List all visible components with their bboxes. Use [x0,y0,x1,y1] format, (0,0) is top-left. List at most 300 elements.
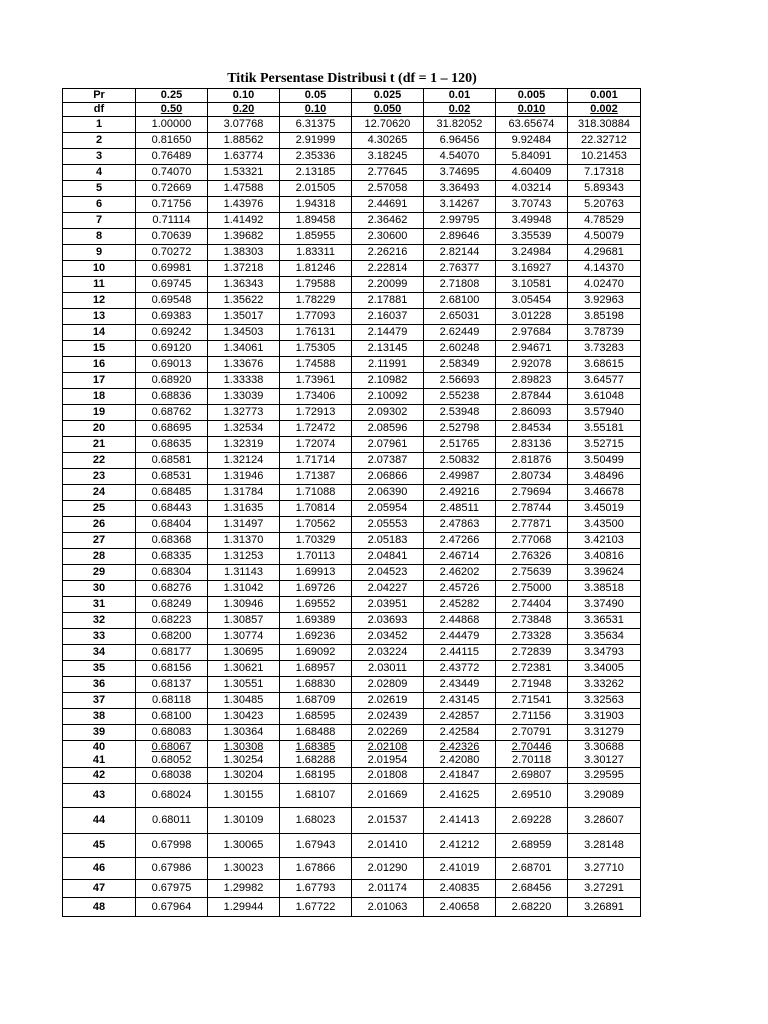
value-cell: 1.69389 [280,613,352,629]
df-cell: 35 [63,661,136,677]
value-cell: 2.92078 [496,357,568,373]
value-cell: 1.72074 [280,437,352,453]
df-cell: 46 [63,858,136,880]
value-cell: 2.78744 [496,501,568,517]
value-cell: 2.09302 [352,405,424,421]
value-cell: 0.68635 [136,437,208,453]
value-cell: 2.35336 [280,149,352,165]
value-cell: 9.92484 [496,133,568,149]
value-cell: 4.14370 [568,261,641,277]
value-cell-pair [424,741,496,768]
value-cell: 3.33262 [568,677,641,693]
header-one-tail: 0.025 [352,89,424,103]
value-cell: 2.71808 [424,277,496,293]
header-two-tail: 0.20 [208,103,280,117]
value-cell: 2.44868 [424,613,496,629]
value-cell: 6.96456 [424,133,496,149]
value-cell: 2.77645 [352,165,424,181]
value-cell: 1.71387 [280,469,352,485]
value-cell: 3.10581 [496,277,568,293]
value-cell: 2.53948 [424,405,496,421]
table-row [63,149,641,165]
value-cell: 2.03011 [352,661,424,677]
value-cell: 3.50499 [568,453,641,469]
value-cell: 2.02108 [367,741,408,753]
value-cell: 0.67975 [136,880,208,898]
value-cell: 2.41847 [424,768,496,784]
value-cell: 2.42326 [439,741,480,753]
value-cell: 1.70814 [280,501,352,517]
df-cell: 7 [63,213,136,229]
value-cell: 2.03951 [352,597,424,613]
value-cell: 3.27291 [568,880,641,898]
value-cell: 3.37490 [568,597,641,613]
value-cell: 2.43772 [424,661,496,677]
value-cell: 0.68137 [136,677,208,693]
value-cell: 2.07961 [352,437,424,453]
table-row [63,661,641,677]
value-cell: 1.69092 [280,645,352,661]
value-cell: 1.34503 [208,325,280,341]
value-cell: 7.17318 [568,165,641,181]
df-cell: 40 [92,741,106,753]
value-cell: 4.02470 [568,277,641,293]
value-cell: 2.75639 [496,565,568,581]
table-row [63,357,641,373]
value-cell: 0.70272 [136,245,208,261]
table-row [63,325,641,341]
value-cell: 2.01669 [352,784,424,808]
value-cell: 0.68368 [136,533,208,549]
table-row [63,165,641,181]
header-one-tail: 0.10 [208,89,280,103]
value-cell: 1.43976 [208,197,280,213]
value-cell: 2.69228 [496,808,568,834]
table-row [63,293,641,309]
value-cell: 1.67793 [280,880,352,898]
value-cell: 2.73328 [496,629,568,645]
df-cell: 44 [63,808,136,834]
value-cell: 1.31042 [208,581,280,597]
table-row [63,808,641,834]
value-cell: 3.26891 [568,898,641,917]
value-cell: 1.78229 [280,293,352,309]
value-cell: 1.30023 [208,858,280,880]
value-cell: 2.05183 [352,533,424,549]
table-row [63,693,641,709]
table-row [63,549,641,565]
value-cell: 2.08596 [352,421,424,437]
value-cell: 0.71114 [136,213,208,229]
value-cell: 1.30551 [208,677,280,693]
value-cell: 0.68404 [136,517,208,533]
value-cell: 3.32563 [568,693,641,709]
value-cell: 1.33676 [208,357,280,373]
value-cell: 1.47588 [208,181,280,197]
value-cell: 2.20099 [352,277,424,293]
table-row [63,741,641,768]
value-cell: 2.46202 [424,565,496,581]
value-cell: 1.00000 [136,117,208,133]
value-cell: 4.60409 [496,165,568,181]
value-cell: 1.72472 [280,421,352,437]
value-cell: 3.40816 [568,549,641,565]
table-row [63,437,641,453]
value-cell: 1.73961 [280,373,352,389]
value-cell: 2.04227 [352,581,424,597]
value-cell: 1.94318 [280,197,352,213]
value-cell: 5.84091 [496,149,568,165]
value-cell: 12.70620 [352,117,424,133]
value-cell: 1.88562 [208,133,280,149]
value-cell: 2.41019 [424,858,496,880]
value-cell: 4.30265 [352,133,424,149]
value-cell: 1.75305 [280,341,352,357]
value-cell: 2.69807 [496,768,568,784]
value-cell: 0.68920 [136,373,208,389]
value-cell: 31.82052 [424,117,496,133]
value-cell: 2.06390 [352,485,424,501]
value-cell: 1.85955 [280,229,352,245]
value-cell: 1.30364 [208,725,280,741]
value-cell: 0.68100 [136,709,208,725]
value-cell: 2.73848 [496,613,568,629]
value-cell: 1.35017 [208,309,280,325]
df-cell: 11 [63,277,136,293]
df-cell: 21 [63,437,136,453]
value-cell: 1.68830 [280,677,352,693]
value-cell: 2.02269 [352,725,424,741]
value-cell: 3.64577 [568,373,641,389]
value-cell: 2.40658 [424,898,496,917]
value-cell: 2.02809 [352,677,424,693]
value-cell: 2.05954 [352,501,424,517]
value-cell: 1.39682 [208,229,280,245]
df-cell: 2 [63,133,136,149]
value-cell: 3.74695 [424,165,496,181]
value-cell-pair [496,741,568,768]
value-cell: 2.40835 [424,880,496,898]
value-cell: 0.68052 [151,754,192,766]
value-cell: 2.60248 [424,341,496,357]
value-cell: 0.68177 [136,645,208,661]
value-cell: 3.45019 [568,501,641,517]
value-cell: 2.72839 [496,645,568,661]
value-cell: 1.30204 [208,768,280,784]
value-cell: 0.68762 [136,405,208,421]
value-cell: 3.43500 [568,517,641,533]
df-cell: 5 [63,181,136,197]
value-cell: 4.29681 [568,245,641,261]
value-cell: 1.34061 [208,341,280,357]
value-cell: 1.63774 [208,149,280,165]
value-cell: 2.13185 [280,165,352,181]
value-cell: 2.47863 [424,517,496,533]
value-cell: 4.50079 [568,229,641,245]
value-cell: 2.13145 [352,341,424,357]
value-cell: 1.30308 [223,741,264,753]
value-cell: 0.72669 [136,181,208,197]
value-cell: 2.42584 [424,725,496,741]
header-one-tail: 0.005 [496,89,568,103]
value-cell: 1.30065 [208,834,280,858]
value-cell: 2.76377 [424,261,496,277]
value-cell: 0.67986 [136,858,208,880]
df-cell: 1 [63,117,136,133]
value-cell: 1.72913 [280,405,352,421]
table-row [63,309,641,325]
value-cell: 3.35539 [496,229,568,245]
df-cell: 9 [63,245,136,261]
df-cell: 38 [63,709,136,725]
header-two-tail: 0.50 [136,103,208,117]
value-cell: 1.68595 [280,709,352,725]
value-cell: 1.69913 [280,565,352,581]
value-cell: 1.31143 [208,565,280,581]
df-cell: 31 [63,597,136,613]
value-cell: 1.31370 [208,533,280,549]
df-cell: 19 [63,405,136,421]
value-cell: 0.68335 [136,549,208,565]
value-cell: 0.68156 [136,661,208,677]
value-cell: 1.74588 [280,357,352,373]
value-cell: 1.36343 [208,277,280,293]
table-row [63,677,641,693]
value-cell: 2.43449 [424,677,496,693]
table-row [63,341,641,357]
header-two-tail: 0.10 [280,103,352,117]
df-cell: 12 [63,293,136,309]
value-cell: 2.45282 [424,597,496,613]
df-cell: 42 [63,768,136,784]
value-cell: 1.70562 [280,517,352,533]
value-cell: 2.82144 [424,245,496,261]
value-cell: 3.73283 [568,341,641,357]
value-cell: 0.68249 [136,597,208,613]
df-cell: 20 [63,421,136,437]
table-row [63,261,641,277]
df-cell: 48 [63,898,136,917]
df-cell: 30 [63,581,136,597]
value-cell: 6.31375 [280,117,352,133]
value-cell: 1.32534 [208,421,280,437]
table-row [63,117,641,133]
value-cell: 2.44115 [424,645,496,661]
value-cell: 1.31946 [208,469,280,485]
header-pr-label: Pr [63,89,136,103]
value-cell: 1.38303 [208,245,280,261]
table-row [63,277,641,293]
value-cell: 0.68223 [136,613,208,629]
value-cell: 0.69242 [136,325,208,341]
value-cell: 0.68024 [136,784,208,808]
df-cell: 28 [63,549,136,565]
value-cell: 1.69726 [280,581,352,597]
value-cell: 2.71156 [496,709,568,725]
value-cell: 2.77871 [496,517,568,533]
df-cell: 8 [63,229,136,245]
value-cell: 2.06866 [352,469,424,485]
value-cell: 2.74404 [496,597,568,613]
value-cell: 2.01063 [352,898,424,917]
value-cell: 1.71714 [280,453,352,469]
value-cell: 2.44479 [424,629,496,645]
value-cell: 1.31784 [208,485,280,501]
header-one-tail: 0.001 [568,89,641,103]
header-two-tail: 0.010 [496,103,568,117]
table-row [63,405,641,421]
value-cell: 1.83311 [280,245,352,261]
value-cell-pair [280,741,352,768]
value-cell: 1.30155 [208,784,280,808]
value-cell: 1.89458 [280,213,352,229]
value-cell: 2.69510 [496,784,568,808]
value-cell-pair [136,741,208,768]
value-cell: 2.43145 [424,693,496,709]
value-cell: 1.68709 [280,693,352,709]
value-cell: 3.49948 [496,213,568,229]
value-cell: 1.68288 [295,754,336,766]
value-cell: 1.30423 [208,709,280,725]
table-row [63,645,641,661]
value-cell: 2.89823 [496,373,568,389]
value-cell: 4.54070 [424,149,496,165]
table-row [63,880,641,898]
value-cell: 2.72381 [496,661,568,677]
header-one-tail: 0.01 [424,89,496,103]
value-cell: 2.03452 [352,629,424,645]
value-cell: 22.32712 [568,133,641,149]
value-cell: 3.31903 [568,709,641,725]
table-row [63,613,641,629]
value-cell: 2.46714 [424,549,496,565]
value-cell: 3.68615 [568,357,641,373]
value-cell: 0.68067 [151,741,192,753]
value-cell: 2.99795 [424,213,496,229]
value-cell: 1.31253 [208,549,280,565]
value-cell: 1.73406 [280,389,352,405]
value-cell: 0.69981 [136,261,208,277]
value-cell: 2.75000 [496,581,568,597]
value-cell: 3.34005 [568,661,641,677]
value-cell: 0.69383 [136,309,208,325]
df-cell: 47 [63,880,136,898]
value-cell: 2.84534 [496,421,568,437]
header-two-tail: 0.002 [568,103,641,117]
table-row [63,768,641,784]
value-cell: 2.68456 [496,880,568,898]
value-cell: 3.61048 [568,389,641,405]
value-cell: 0.70639 [136,229,208,245]
value-cell: 0.67964 [136,898,208,917]
value-cell: 1.29982 [208,880,280,898]
value-cell: 1.68107 [280,784,352,808]
df-cell: 4 [63,165,136,181]
table-row [63,597,641,613]
df-cell: 41 [92,754,106,766]
df-cell: 43 [63,784,136,808]
value-cell: 1.32319 [208,437,280,453]
value-cell: 0.71756 [136,197,208,213]
value-cell: 2.01537 [352,808,424,834]
header-one-tail: 0.25 [136,89,208,103]
value-cell: 2.80734 [496,469,568,485]
header-df-label: df [63,103,136,117]
value-cell: 0.68485 [136,485,208,501]
df-cell: 32 [63,613,136,629]
value-cell: 3.27710 [568,858,641,880]
value-cell: 63.65674 [496,117,568,133]
value-cell: 0.68581 [136,453,208,469]
df-cell: 27 [63,533,136,549]
table-row [63,709,641,725]
value-cell: 3.78739 [568,325,641,341]
value-cell: 2.70791 [496,725,568,741]
value-cell: 2.48511 [424,501,496,517]
value-cell: 1.68385 [295,741,336,753]
value-cell: 1.67943 [280,834,352,858]
value-cell: 2.86093 [496,405,568,421]
df-cell: 33 [63,629,136,645]
table-row [63,421,641,437]
value-cell: 0.68304 [136,565,208,581]
page-title: Titik Persentase Distribusi t (df = 1 – 120) [227,71,477,86]
value-cell: 1.68023 [280,808,352,834]
value-cell-pair [208,741,280,768]
value-cell: 2.02439 [352,709,424,725]
value-cell: 3.05454 [496,293,568,309]
value-cell: 1.33338 [208,373,280,389]
value-cell: 2.58349 [424,357,496,373]
value-cell: 2.57058 [352,181,424,197]
value-cell: 0.67998 [136,834,208,858]
value-cell: 2.05553 [352,517,424,533]
value-cell: 2.77068 [496,533,568,549]
value-cell: 2.36462 [352,213,424,229]
value-cell: 2.89646 [424,229,496,245]
value-cell: 3.46678 [568,485,641,501]
value-cell: 2.79694 [496,485,568,501]
table-body [63,89,641,917]
value-cell: 3.24984 [496,245,568,261]
value-cell: 2.91999 [280,133,352,149]
value-cell: 3.70743 [496,197,568,213]
value-cell: 1.30695 [208,645,280,661]
table-row [63,533,641,549]
df-cell: 14 [63,325,136,341]
value-cell: 2.41413 [424,808,496,834]
value-cell: 2.01290 [352,858,424,880]
value-cell: 2.03693 [352,613,424,629]
value-cell: 3.29089 [568,784,641,808]
value-cell: 1.32773 [208,405,280,421]
value-cell: 3.07768 [208,117,280,133]
value-cell: 1.30857 [208,613,280,629]
df-cell: 26 [63,517,136,533]
value-cell: 0.68083 [136,725,208,741]
value-cell: 2.68220 [496,898,568,917]
value-cell: 0.68443 [136,501,208,517]
df-cell: 15 [63,341,136,357]
df-cell: 24 [63,485,136,501]
value-cell: 2.55238 [424,389,496,405]
value-cell: 1.69236 [280,629,352,645]
value-cell: 2.62449 [424,325,496,341]
value-cell: 3.38518 [568,581,641,597]
table-row [63,725,641,741]
value-cell: 3.28607 [568,808,641,834]
df-cell: 17 [63,373,136,389]
